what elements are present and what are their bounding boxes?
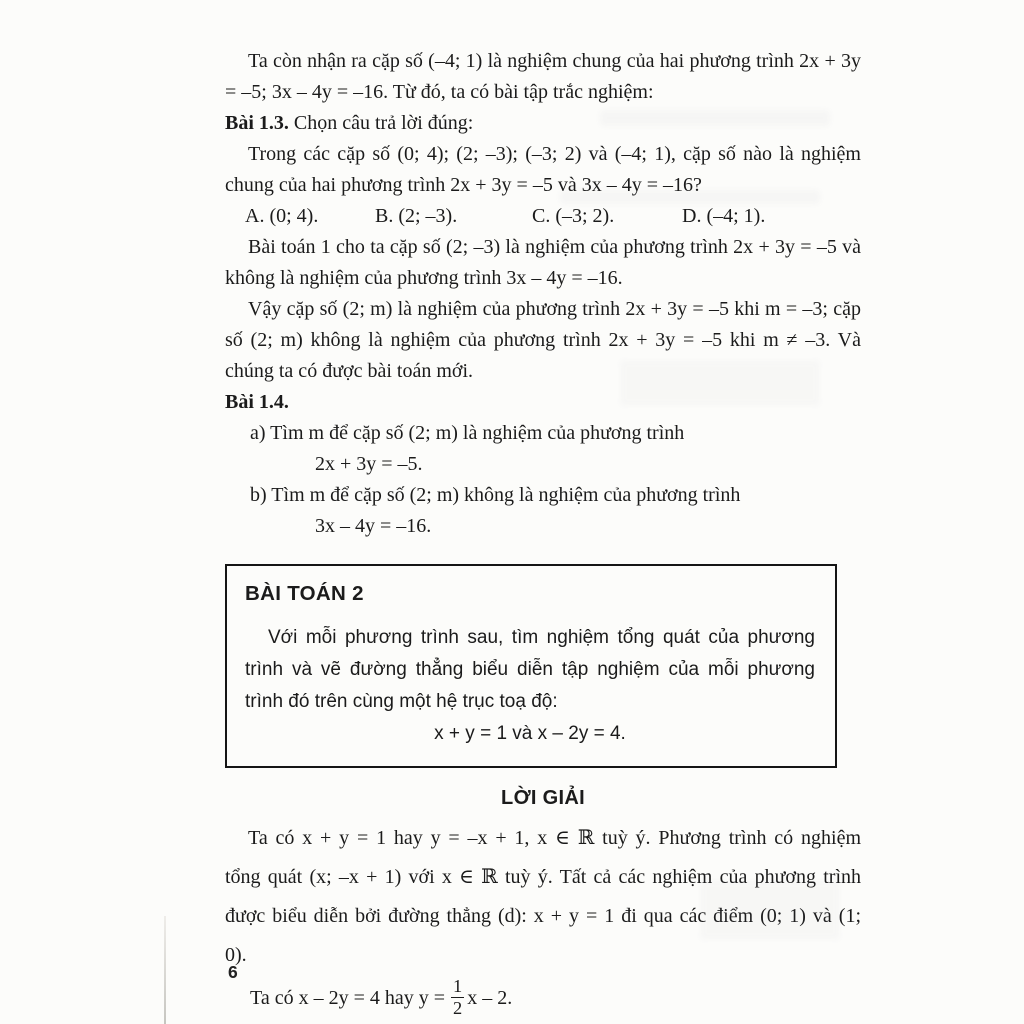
item-a: a) Tìm m để cặp số (2; m) là nghiệm của phương trình xyxy=(250,422,685,444)
solution-paragraph-1: Ta có x + y = 1 hay y = –x + 1, x ∈ ℝ tuỳ ý. Phương trình có nghiệm tổng quát (x; –x + 1) với x ∈ ℝ tuỳ ý. Tất cả các nghiệm của phương trình được biểu diễn bởi đường thẳng (d): x + y = 1 đi qua các điểm (0; 1) và (1; 0). xyxy=(225,827,861,966)
problem-2-equation: x + y = 1 và x – 2y = 4. xyxy=(434,723,626,744)
paragraph-problem1-recap: Bài toán 1 cho ta cặp số (2; –3) là nghiệm của phương trình 2x + 3y = –5 và không là nghiệm của phương trình 3x – 4y = –16. xyxy=(225,236,861,289)
option-b: B. (2; –3). xyxy=(375,205,458,227)
solution-line-2-prefix: Ta có x – 2y = 4 hay y = xyxy=(250,987,446,1009)
solution-header: LỜI GIẢI xyxy=(501,787,585,809)
equation-b: 3x – 4y = –16. xyxy=(315,515,432,537)
paragraph-conclusion: Vậy cặp số (2; m) là nghiệm của phương trình 2x + 3y = –5 khi m = –3; cặp số (2; m) không là nghiệm của phương trình 2x + 3y = –5 khi m ≠ –3. Và chúng ta có được bài toán mới. xyxy=(225,298,861,382)
equation-a: 2x + 3y = –5. xyxy=(315,453,423,475)
page-crease-line xyxy=(164,916,166,1024)
exercise-1-4 xyxy=(225,387,861,418)
exercise-1-3 xyxy=(225,108,861,139)
exercise-1-3-label: Bài 1.3. xyxy=(225,112,289,134)
option-a: A. (0; 4). xyxy=(245,205,319,227)
item-b: b) Tìm m để cặp số (2; m) không là nghiệm của phương trình xyxy=(250,484,741,506)
solution-line-2-suffix: x – 2. xyxy=(467,987,513,1009)
fraction-denominator: 2 xyxy=(453,997,463,1018)
problem-2-title: BÀI TOÁN 2 xyxy=(245,582,364,605)
page-content xyxy=(225,46,861,1021)
exercise-1-4-label: Bài 1.4. xyxy=(225,391,289,413)
option-c: C. (–3; 2). xyxy=(532,205,615,227)
problem-2-text: Với mỗi phương trình sau, tìm nghiệm tổng quát của phương trình và vẽ đường thẳng biểu diễn tập nghiệm của mỗi phương trình đó trên cùng một hệ trục toạ độ: xyxy=(245,627,815,712)
exercise-1-3-text: Chọn câu trả lời đúng: xyxy=(293,112,474,134)
option-d: D. (–4; 1). xyxy=(682,205,766,227)
solution-line-2 xyxy=(225,975,861,1021)
fraction-numerator: 1 xyxy=(453,976,463,997)
question-paragraph: Trong các cặp số (0; 4); (2; –3); (–3; 2) và (–4; 1), cặp số nào là nghiệm chung của hai phương trình 2x + 3y = –5 và 3x – 4y = –16? xyxy=(225,143,861,196)
problem-2-box xyxy=(225,564,837,768)
answer-options-row xyxy=(225,201,861,232)
intro-paragraph: Ta còn nhận ra cặp số (–4; 1) là nghiệm chung của hai phương trình 2x + 3y = –5; 3x – 4y = –16. Từ đó, ta có bài tập trắc nghiệm: xyxy=(225,50,861,103)
page-number: 6 xyxy=(228,962,238,982)
fraction-one-half xyxy=(451,976,464,1018)
